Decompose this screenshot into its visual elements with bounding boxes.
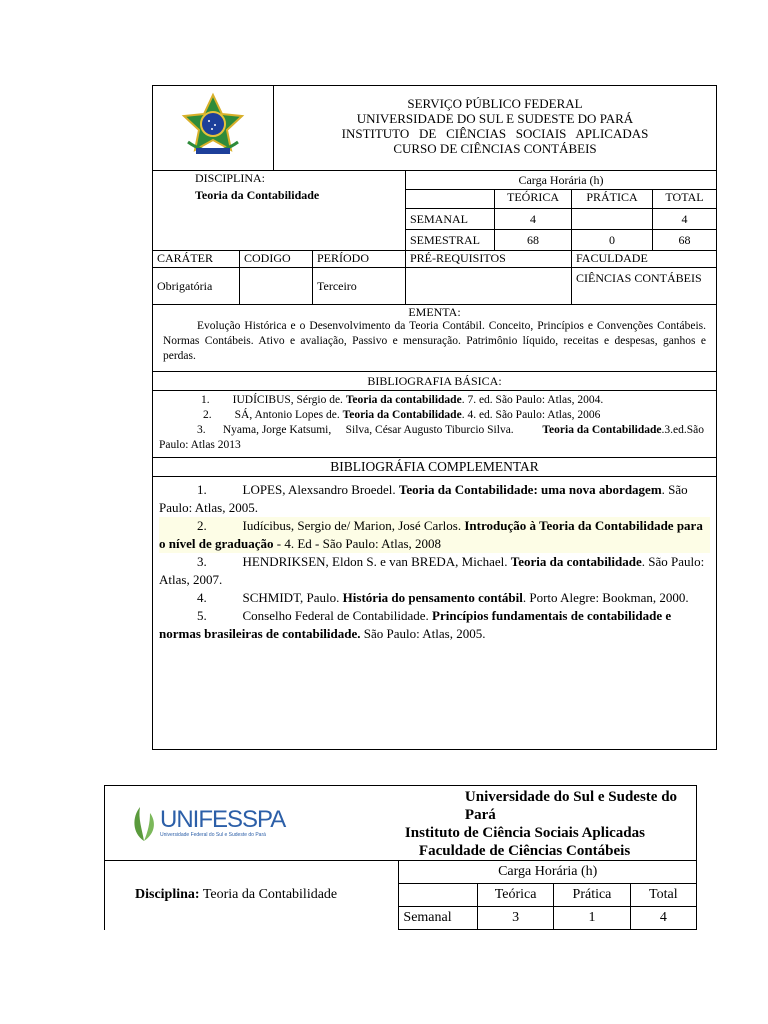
ementa-cell (153, 305, 717, 372)
workload-table (152, 171, 717, 750)
semanal-pratica: 1 (554, 907, 630, 930)
semanal-label: Semanal (399, 907, 478, 930)
unifesspa-header-table (104, 785, 697, 930)
syllabus-document-1 (152, 85, 717, 750)
carga-horaria-label: Carga Horária (h) (406, 171, 717, 190)
bib-basica-item: 1. IUDÍCIBUS, Sérgio de. Teoria da contabilidade. 7. ed. São Paulo: Atlas, 2004. (201, 394, 604, 406)
syllabus-table (152, 85, 717, 171)
disciplina-cell (153, 171, 406, 251)
codigo-value (240, 268, 313, 305)
faculdade-value: CIÊNCIAS CONTÁBEIS (572, 268, 717, 305)
brazil-coat-of-arms-icon (178, 92, 248, 162)
coat-of-arms-cell (153, 86, 274, 171)
faculdade-label: FACULDADE (572, 251, 717, 268)
semanal-pratica (572, 209, 653, 230)
disciplina-cell (105, 861, 399, 930)
semestral-pratica: 0 (572, 230, 653, 251)
header-line-2: UNIVERSIDADE DO SUL E SUDESTE DO PARÁ (356, 111, 634, 126)
periodo-label: PERÍODO (313, 251, 406, 268)
codigo-label: CODIGO (240, 251, 313, 268)
bib-basica-item: 3. Nyama, Jorge Katsumi, Silva, César Augusto Tiburcio Silva. Teoria da Contabilidade.3.ed.São Paulo: Atlas 2013 (159, 424, 704, 451)
col-teorica: TEÓRICA (495, 190, 572, 209)
col-pratica: Prática (554, 884, 630, 907)
header-line-2: Instituto de Ciência Sociais Aplicadas (404, 825, 645, 841)
col-total: Total (630, 884, 696, 907)
semestral-teorica: 68 (495, 230, 572, 251)
header-line-4: CURSO DE CIÊNCIAS CONTÁBEIS (393, 141, 597, 156)
bib-comp-item: 5. Conselho Federal de Contabilidade. Princípios fundamentais de contabilidade e normas brasileiras de contabilidade. São Paulo: Atlas, 2005. (159, 608, 672, 641)
semanal-teorica: 4 (495, 209, 572, 230)
bib-basica-list (153, 391, 717, 458)
prereq-label: PRÉ-REQUISITOS (406, 251, 572, 268)
disciplina-label: DISCIPLINA: (195, 171, 266, 185)
leaf-logo-icon (130, 803, 158, 843)
header-line-3: INSTITUTO DE CIÊNCIAS SOCIAIS APLICADAS (341, 126, 649, 141)
disciplina-label: Disciplina: (135, 887, 200, 903)
bib-basica-label: BIBLIOGRAFIA BÁSICA: (153, 372, 717, 391)
carater-value: Obrigatória (153, 268, 240, 305)
unifesspa-header (399, 786, 697, 861)
header-line-3: Faculdade de Ciências Contábeis (418, 843, 631, 859)
semestral-total: 68 (653, 230, 717, 251)
col-teorica: Teórica (477, 884, 553, 907)
logo-text: UNIFESSPA (160, 806, 286, 833)
col-pratica: PRÁTICA (572, 190, 653, 209)
bib-comp-item: 3. HENDRIKSEN, Eldon S. e van BREDA, Michael. Teoria da contabilidade. São Paulo: Atlas, 2007. (159, 554, 705, 587)
periodo-value: Terceiro (313, 268, 406, 305)
bib-complementar-list (153, 477, 717, 750)
bib-comp-item: 1. LOPES, Alexsandro Broedel. Teoria da Contabilidade: uma nova abordagem. São Paulo: Atlas, 2005. (159, 482, 688, 515)
institution-header (274, 86, 717, 171)
header-line-1: Universidade do Sul e Sudeste do Pará (464, 789, 678, 823)
semanal-total: 4 (630, 907, 696, 930)
disciplina-value: Teoria da Contabilidade (199, 887, 338, 903)
carga-horaria-label: Carga Horária (h) (399, 861, 697, 884)
logo-subtext: Universidade Federal do Sul e Sudeste do Pará (160, 832, 266, 838)
semanal-total: 4 (653, 209, 717, 230)
disciplina-value: Teoria da Contabilidade (195, 188, 320, 202)
bib-basica-item: 2. SÁ, Antonio Lopes de. Teoria da Contabilidade. 4. ed. São Paulo: Atlas, 2006 (203, 409, 601, 421)
ementa-text: Evolução Histórica e o Desenvolvimento da Teoria Contábil. Conceito, Princípios e Convenções Contábeis. Normas Contábeis. Ativo e avaliação, Passivo e mensuração. Patrimônio líquido, receitas e despesas, ganhos e perdas. (163, 320, 706, 362)
bib-comp-item: 4. SCHMIDT, Paulo. História do pensamento contábil. Porto Alegre: Bookman, 2000. (197, 590, 689, 605)
semestral-label: SEMESTRAL (406, 230, 495, 251)
bib-comp-item: 2. Iudícibus, Sergio de/ Marion, José Carlos. Introdução à Teoria da Contabilidade para o nível de graduação - 4. Ed - São Paulo: Atlas, 2008 (159, 517, 710, 553)
ementa-label: EMENTA: (408, 305, 461, 319)
semanal-teorica: 3 (477, 907, 553, 930)
bib-complementar-label: BIBLIOGRÁFIA COMPLEMENTAR (153, 458, 717, 477)
prereq-value (406, 268, 572, 305)
unifesspa-logo-cell (105, 786, 399, 861)
header-line-1: SERVIÇO PÚBLICO FEDERAL (407, 96, 583, 111)
col-total: TOTAL (653, 190, 717, 209)
carater-label: CARÁTER (153, 251, 240, 268)
semanal-label: SEMANAL (406, 209, 495, 230)
unifesspa-logo (130, 803, 395, 843)
syllabus-document-2 (104, 785, 697, 930)
